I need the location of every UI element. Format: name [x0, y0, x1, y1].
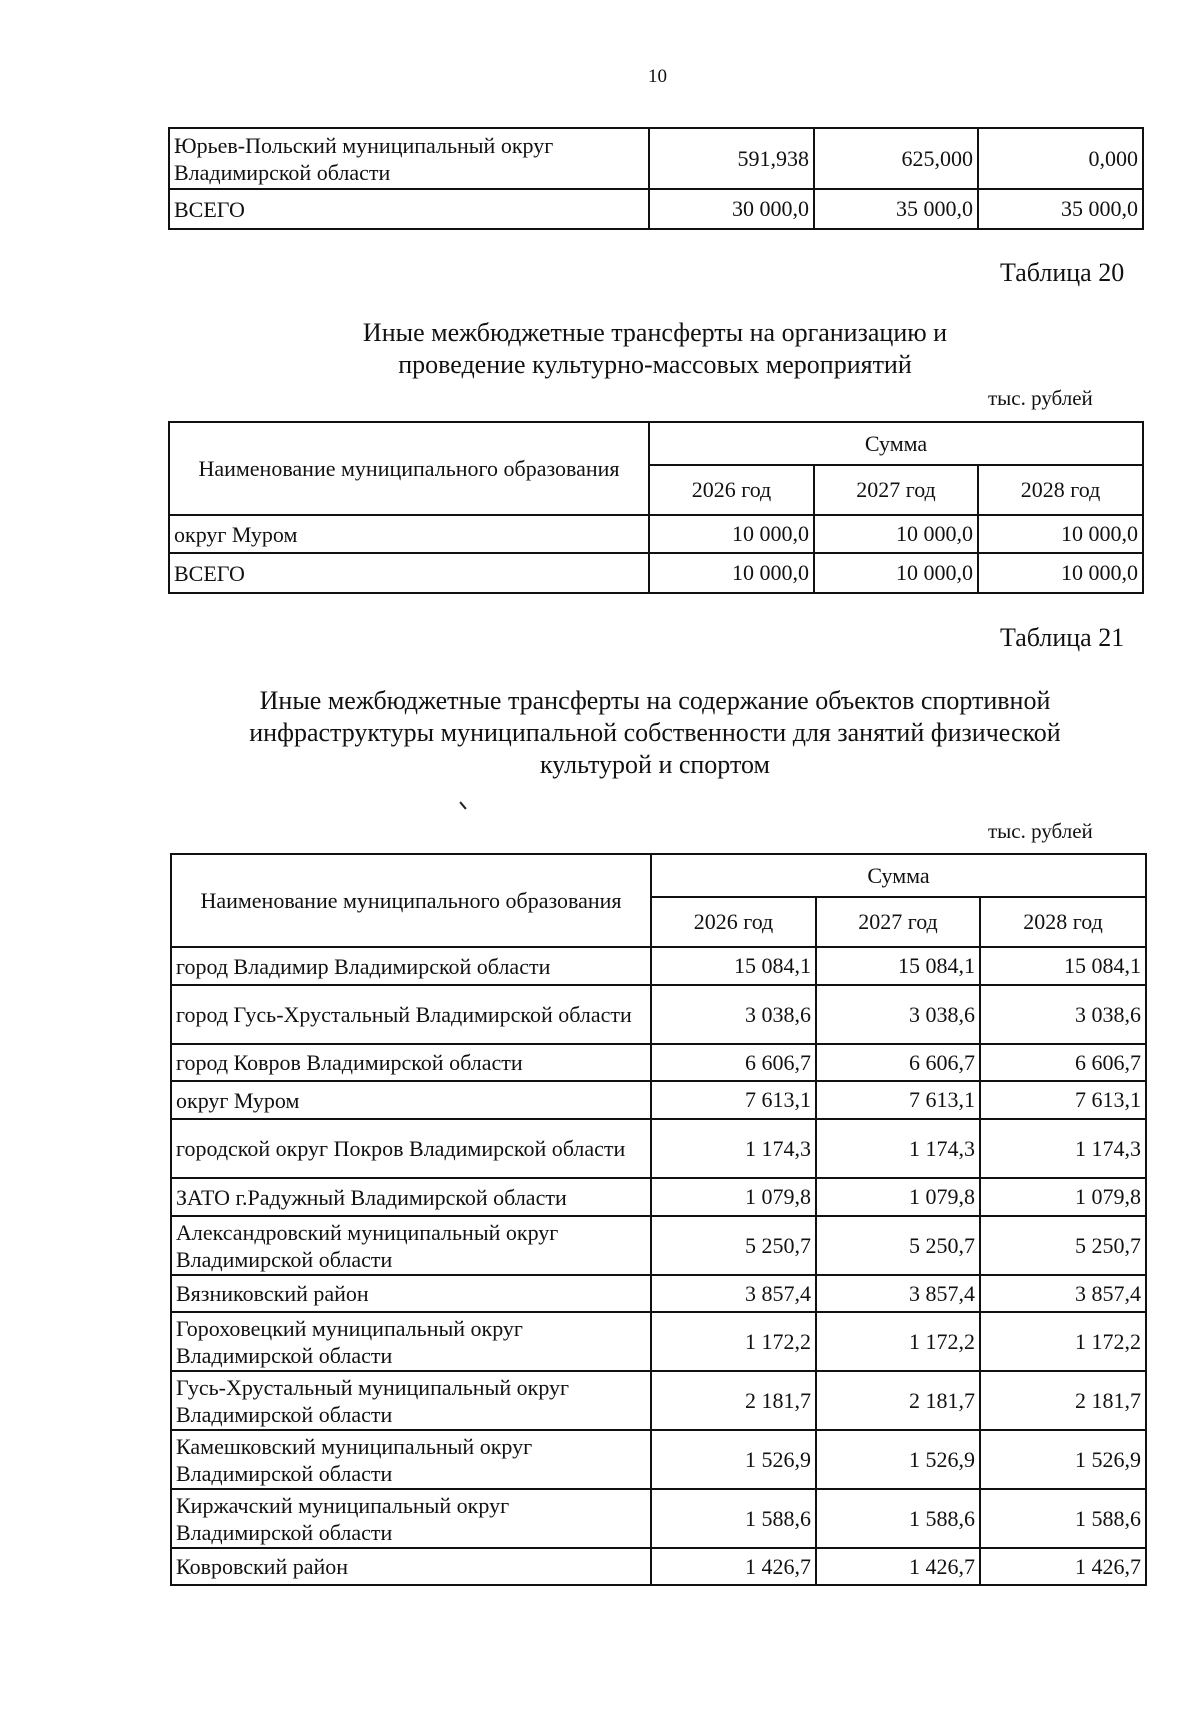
- header-year-2026: 2026 год: [649, 465, 814, 515]
- value-2027: 10 000,0: [814, 515, 978, 553]
- value-2027: 3 038,6: [816, 985, 980, 1044]
- value-2027: 3 857,4: [816, 1275, 980, 1312]
- stray-mark: [459, 801, 466, 809]
- municipality-name: город Ковров Владимирской области: [171, 1044, 651, 1081]
- municipality-name: Александровский муниципальный округ Владимирской области: [171, 1216, 651, 1275]
- value-2027: 1 588,6: [816, 1489, 980, 1548]
- value-2027: 1 426,7: [816, 1548, 980, 1585]
- value-2026: 3 038,6: [651, 985, 816, 1044]
- value-2027: 15 084,1: [816, 947, 980, 985]
- municipality-name: городской округ Покров Владимирской области: [171, 1119, 651, 1178]
- total-row: [169, 189, 1143, 229]
- value-2026: 1 174,3: [651, 1119, 816, 1178]
- municipality-name: ЗАТО г.Радужный Владимирской области: [171, 1178, 651, 1216]
- total-2026: 10 000,0: [649, 553, 814, 593]
- table-row: [169, 515, 1143, 553]
- table-20-caption: Таблица 20: [1000, 258, 1125, 287]
- table-row: [171, 1216, 1146, 1275]
- page-number: 10: [648, 66, 667, 87]
- header-sum: Сумма: [651, 854, 1146, 897]
- value-2027: 5 250,7: [816, 1216, 980, 1275]
- table-row: [171, 1178, 1146, 1216]
- table-header-row: [171, 854, 1146, 897]
- table-row: [171, 947, 1146, 985]
- header-year-2028: 2028 год: [978, 465, 1143, 515]
- municipality-name: город Гусь-Хрустальный Владимирской области: [171, 985, 651, 1044]
- value-2028: 10 000,0: [978, 515, 1143, 553]
- municipality-name: Гороховецкий муниципальный округ Владимирской области: [171, 1312, 651, 1371]
- value-2027: 1 079,8: [816, 1178, 980, 1216]
- value-2028: 5 250,7: [980, 1216, 1146, 1275]
- value-2026: 1 526,9: [651, 1430, 816, 1489]
- table-20-title: Иные межбюджетные трансферты на организацию и проведение культурно-массовых мероприятий: [362, 318, 948, 379]
- table-20-unit: тыс. рублей: [988, 386, 1093, 410]
- header-year-2026: 2026 год: [651, 897, 816, 947]
- value-2026: 1 079,8: [651, 1178, 816, 1216]
- table-row: [171, 1119, 1146, 1178]
- value-2026: 6 606,7: [651, 1044, 816, 1081]
- total-2027: 35 000,0: [814, 189, 978, 229]
- value-2028: 1 174,3: [980, 1119, 1146, 1178]
- value-2028: 6 606,7: [980, 1044, 1146, 1081]
- table-21-unit: тыс. рублей: [988, 819, 1093, 843]
- table-row: [169, 128, 1143, 189]
- value-2027: 625,000: [814, 128, 978, 189]
- header-year-2028: 2028 год: [980, 897, 1146, 947]
- table-previous-continuation: [168, 127, 1144, 230]
- value-2026: 1 172,2: [651, 1312, 816, 1371]
- value-2026: 1 588,6: [651, 1489, 816, 1548]
- table-row: [171, 1430, 1146, 1489]
- value-2028: 3 038,6: [980, 985, 1146, 1044]
- table-20: [168, 421, 1144, 594]
- value-2028: 0,000: [978, 128, 1143, 189]
- value-2026: 2 181,7: [651, 1371, 816, 1430]
- header-municipality: Наименование муниципального образования: [171, 854, 651, 947]
- table-header-row: [169, 422, 1143, 465]
- value-2027: 7 613,1: [816, 1081, 980, 1119]
- total-2027: 10 000,0: [814, 553, 978, 593]
- value-2028: 7 613,1: [980, 1081, 1146, 1119]
- municipality-name: Юрьев-Польский муниципальный округ Владимирской области: [169, 128, 649, 189]
- value-2026: 7 613,1: [651, 1081, 816, 1119]
- municipality-name: Киржачский муниципальный округ Владимирской области: [171, 1489, 651, 1548]
- total-row: [169, 553, 1143, 593]
- value-2028: 1 172,2: [980, 1312, 1146, 1371]
- value-2027: 1 172,2: [816, 1312, 980, 1371]
- value-2028: 1 426,7: [980, 1548, 1146, 1585]
- value-2027: 1 526,9: [816, 1430, 980, 1489]
- value-2027: 6 606,7: [816, 1044, 980, 1081]
- table-row: [171, 1081, 1146, 1119]
- value-2026: 1 426,7: [651, 1548, 816, 1585]
- table-21: [170, 853, 1147, 1586]
- header-municipality: Наименование муниципального образования: [169, 422, 649, 515]
- value-2028: 15 084,1: [980, 947, 1146, 985]
- table-row: [171, 1548, 1146, 1585]
- municipality-name: округ Муром: [169, 515, 649, 553]
- table-row: [171, 985, 1146, 1044]
- value-2026: 3 857,4: [651, 1275, 816, 1312]
- value-2026: 591,938: [649, 128, 814, 189]
- municipality-name: Ковровский район: [171, 1548, 651, 1585]
- table-row: [171, 1489, 1146, 1548]
- municipality-name: Гусь-Хрустальный муниципальный округ Владимирской области: [171, 1371, 651, 1430]
- table-21-title: Иные межбюджетные трансферты на содержание объектов спортивной инфраструктуры муниципальной собственности для занятий физической культурой и спортом: [249, 686, 1061, 779]
- value-2027: 2 181,7: [816, 1371, 980, 1430]
- value-2028: 1 588,6: [980, 1489, 1146, 1548]
- municipality-name: город Владимир Владимирской области: [171, 947, 651, 985]
- table-21-caption: Таблица 21: [1000, 623, 1125, 652]
- header-sum: Сумма: [649, 422, 1143, 465]
- municipality-name: округ Муром: [171, 1081, 651, 1119]
- header-year-2027: 2027 год: [814, 465, 978, 515]
- value-2026: 5 250,7: [651, 1216, 816, 1275]
- table-row: [171, 1275, 1146, 1312]
- total-2028: 10 000,0: [978, 553, 1143, 593]
- total-label: ВСЕГО: [169, 553, 649, 593]
- value-2026: 15 084,1: [651, 947, 816, 985]
- table-row: [171, 1044, 1146, 1081]
- value-2028: 2 181,7: [980, 1371, 1146, 1430]
- total-2028: 35 000,0: [978, 189, 1143, 229]
- municipality-name: Камешковский муниципальный округ Владимирской области: [171, 1430, 651, 1489]
- total-label: ВСЕГО: [169, 189, 649, 229]
- table-row: [171, 1312, 1146, 1371]
- total-2026: 30 000,0: [649, 189, 814, 229]
- value-2027: 1 174,3: [816, 1119, 980, 1178]
- value-2026: 10 000,0: [649, 515, 814, 553]
- value-2028: 3 857,4: [980, 1275, 1146, 1312]
- municipality-name: Вязниковский район: [171, 1275, 651, 1312]
- header-year-2027: 2027 год: [816, 897, 980, 947]
- table-row: [171, 1371, 1146, 1430]
- value-2028: 1 526,9: [980, 1430, 1146, 1489]
- value-2028: 1 079,8: [980, 1178, 1146, 1216]
